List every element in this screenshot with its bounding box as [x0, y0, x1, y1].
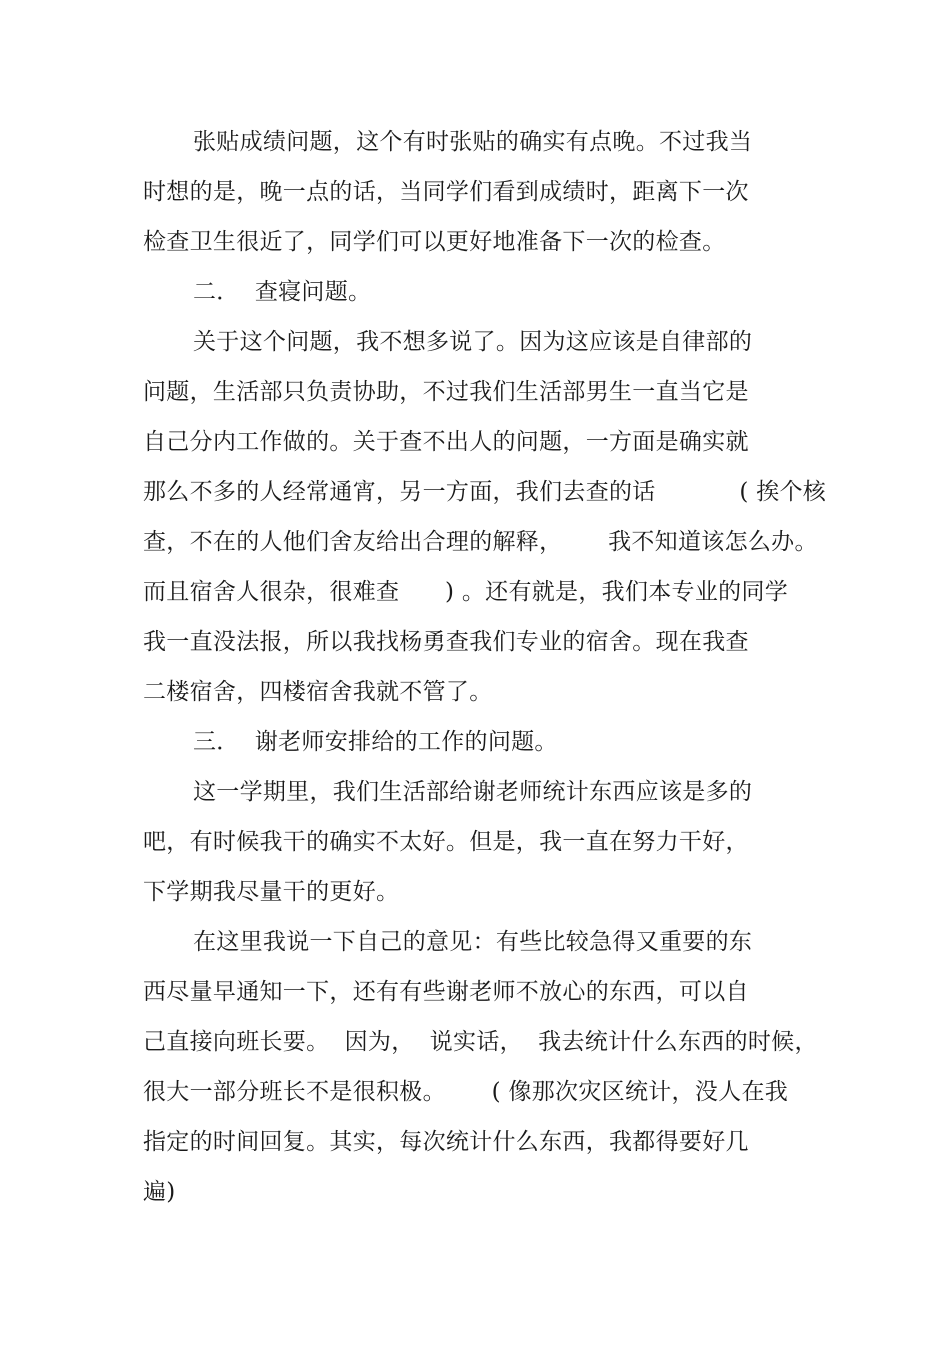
paragraph-line: 这一学期里，我们生活部给谢老师统计东西应该是多的 [193, 779, 753, 805]
paragraph-line: 在这里我说一下自己的意见：有些比较急得又重要的东 [193, 929, 753, 955]
paragraph-line: 检查卫生很近了，同学们可以更好地准备下一次的检查。 [143, 229, 726, 255]
paragraph-line: 二楼宿舍，四楼宿舍我就不管了。 [143, 679, 493, 705]
paragraph-line: 我一直没法报，所以我找杨勇查我们专业的宿舍。现在我查 [143, 629, 749, 655]
paragraph-line: 遍) [143, 1179, 176, 1205]
paragraph-line: 吧，有时候我干的确实不太好。但是，我一直在努力干好， [143, 829, 749, 855]
section-heading: 二． 查寝问题。 [193, 279, 372, 305]
paragraph-line: 己直接向班长要。 因为， 说实话， 我去统计什么东西的时候， [143, 1029, 818, 1055]
paragraph-line: 关于这个问题，我不想多说了。因为这应该是自律部的 [193, 329, 753, 355]
paragraph-line: 而且宿舍人很杂，很难查 ) 。还有就是，我们本专业的同学 [143, 579, 789, 605]
paragraph-line: 那么不多的人经常通宵，另一方面，我们去查的话 ( 挨个核 [143, 479, 827, 505]
paragraph-line: 张贴成绩问题，这个有时张贴的确实有点晚。不过我当 [193, 129, 753, 155]
paragraph-line: 指定的时间回复。其实，每次统计什么东西，我都得要好几 [143, 1129, 749, 1155]
paragraph-line: 查，不在的人他们舍友给出合理的解释， 我不知道该怎么办。 [143, 529, 818, 555]
paragraph-line: 很大一部分班长不是很积极。 ( 像那次灾区统计，没人在我 [143, 1079, 789, 1105]
paragraph-line: 时想的是，晚一点的话，当同学们看到成绩时，距离下一次 [143, 179, 749, 205]
section-heading: 三． 谢老师安排给的工作的问题。 [193, 729, 558, 755]
paragraph-line: 问题，生活部只负责协助，不过我们生活部男生一直当它是 [143, 379, 749, 405]
paragraph-line: 下学期我尽量干的更好。 [143, 879, 400, 905]
paragraph-line: 自己分内工作做的。关于查不出人的问题，一方面是确实就 [143, 429, 749, 455]
paragraph-line: 西尽量早通知一下，还有有些谢老师不放心的东西，可以自 [143, 979, 749, 1005]
